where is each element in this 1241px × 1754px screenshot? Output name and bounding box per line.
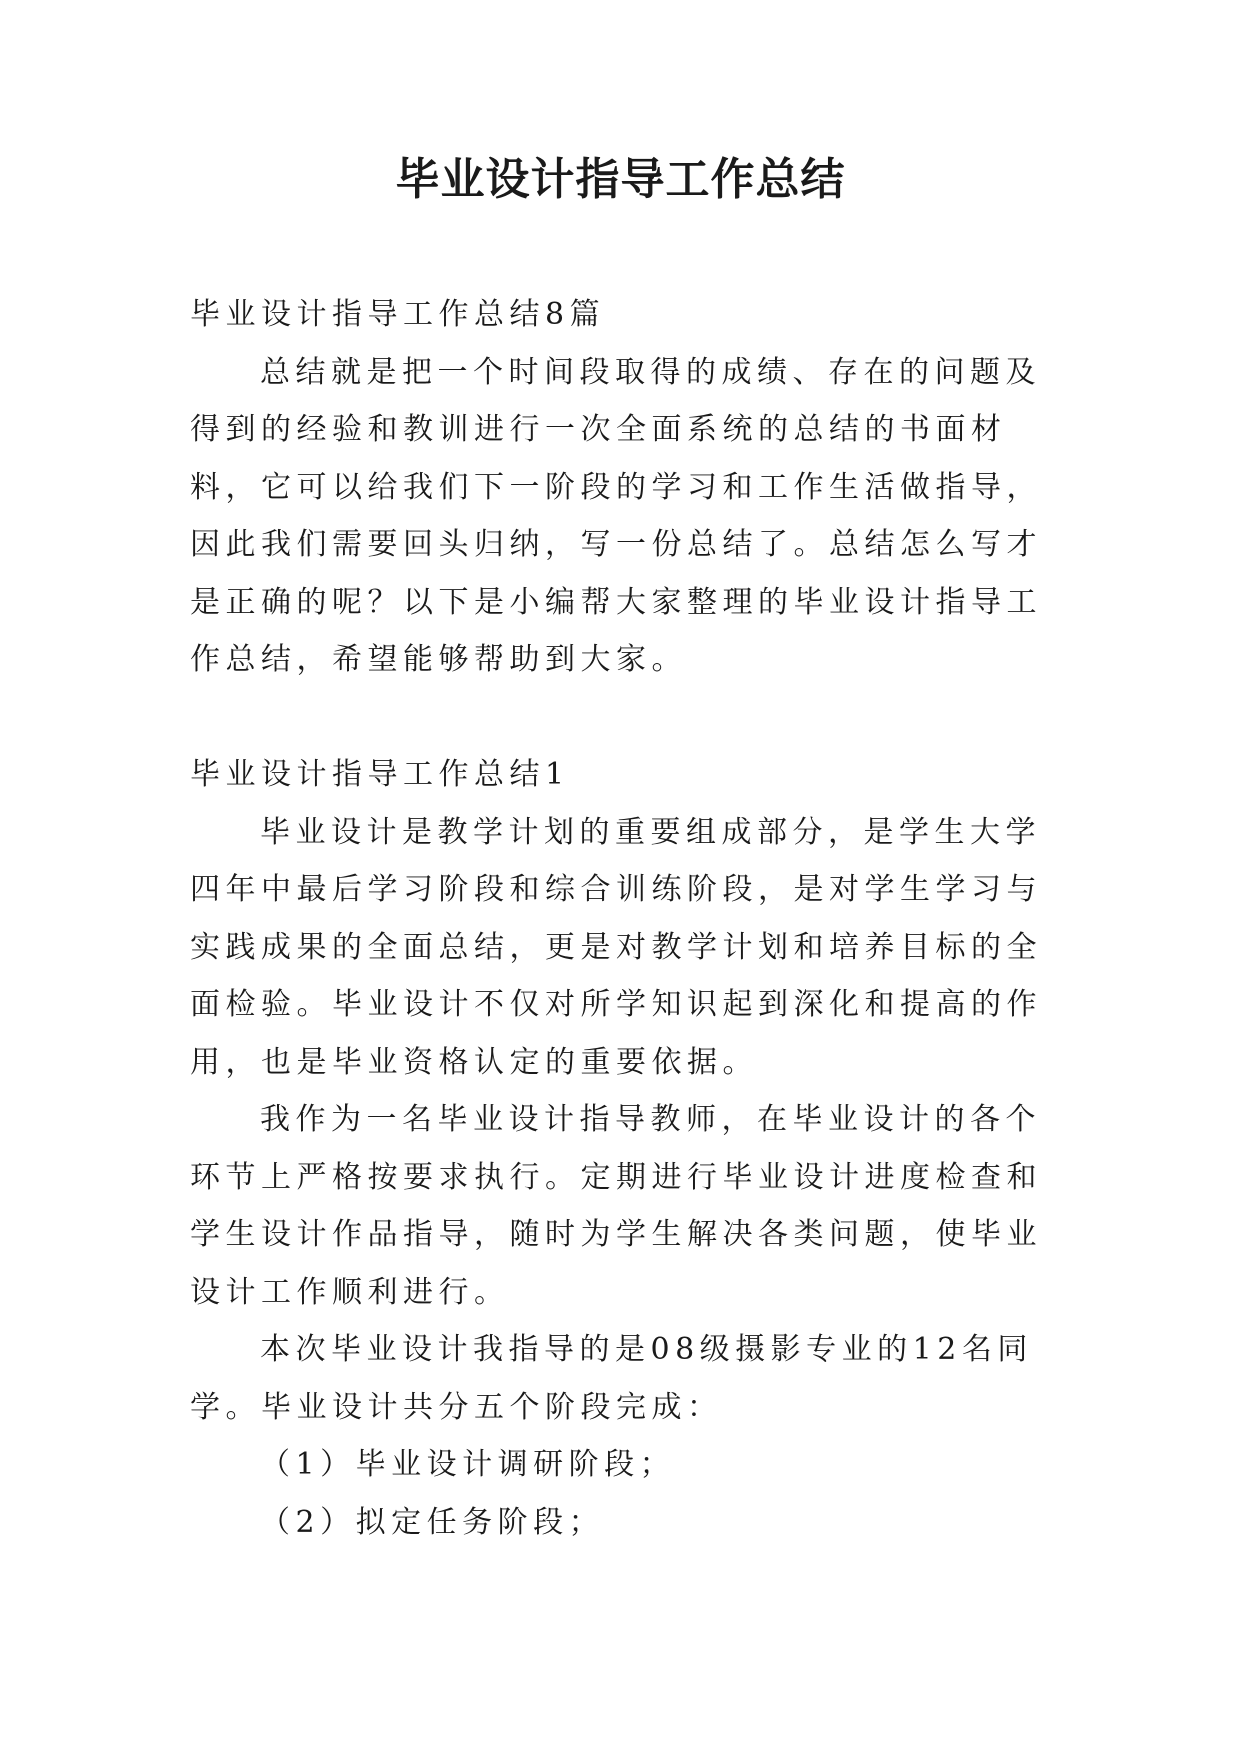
body-paragraph: 我作为一名毕业设计指导教师，在毕业设计的各个环节上严格按要求执行。定期进行毕业设计进度检查和学生设计作品指导，随时为学生解决各类问题，使毕业设计工作顺利进行。 bbox=[190, 1102, 1042, 1310]
document-body bbox=[190, 286, 1070, 1551]
section-heading: 毕业设计指导工作总结1 bbox=[190, 757, 570, 792]
document-title: 毕业设计指导工作总结 bbox=[395, 154, 846, 205]
paragraph-spacer bbox=[190, 689, 1070, 747]
body-paragraph: 毕业设计是教学计划的重要组成部分，是学生大学四年中最后学习阶段和综合训练阶段，是对学生学习与实践成果的全面总结，更是对教学计划和培养目标的全面检验。毕业设计不仅对所学知识起到深化和提高的作用，也是毕业资格认定的重要依据。 bbox=[190, 814, 1042, 1080]
intro-paragraph: 总结就是把一个时间段取得的成绩、存在的问题及得到的经验和教训进行一次全面系统的总结的书面材料，它可以给我们下一阶段的学习和工作生活做指导，因此我们需要回头归纳，写一份总结了。总结怎么写才是正确的呢？以下是小编帮大家整理的毕业设计指导工作总结，希望能够帮助到大家。 bbox=[190, 354, 1042, 677]
body-paragraph: 本次毕业设计我指导的是08级摄影专业的12名同学。毕业设计共分五个阶段完成： bbox=[190, 1332, 1033, 1425]
document-subtitle: 毕业设计指导工作总结8篇 bbox=[190, 297, 606, 332]
stage-list-item: （1）毕业设计调研阶段； bbox=[260, 1447, 676, 1482]
stage-list-item: （2）拟定任务阶段； bbox=[260, 1504, 605, 1540]
